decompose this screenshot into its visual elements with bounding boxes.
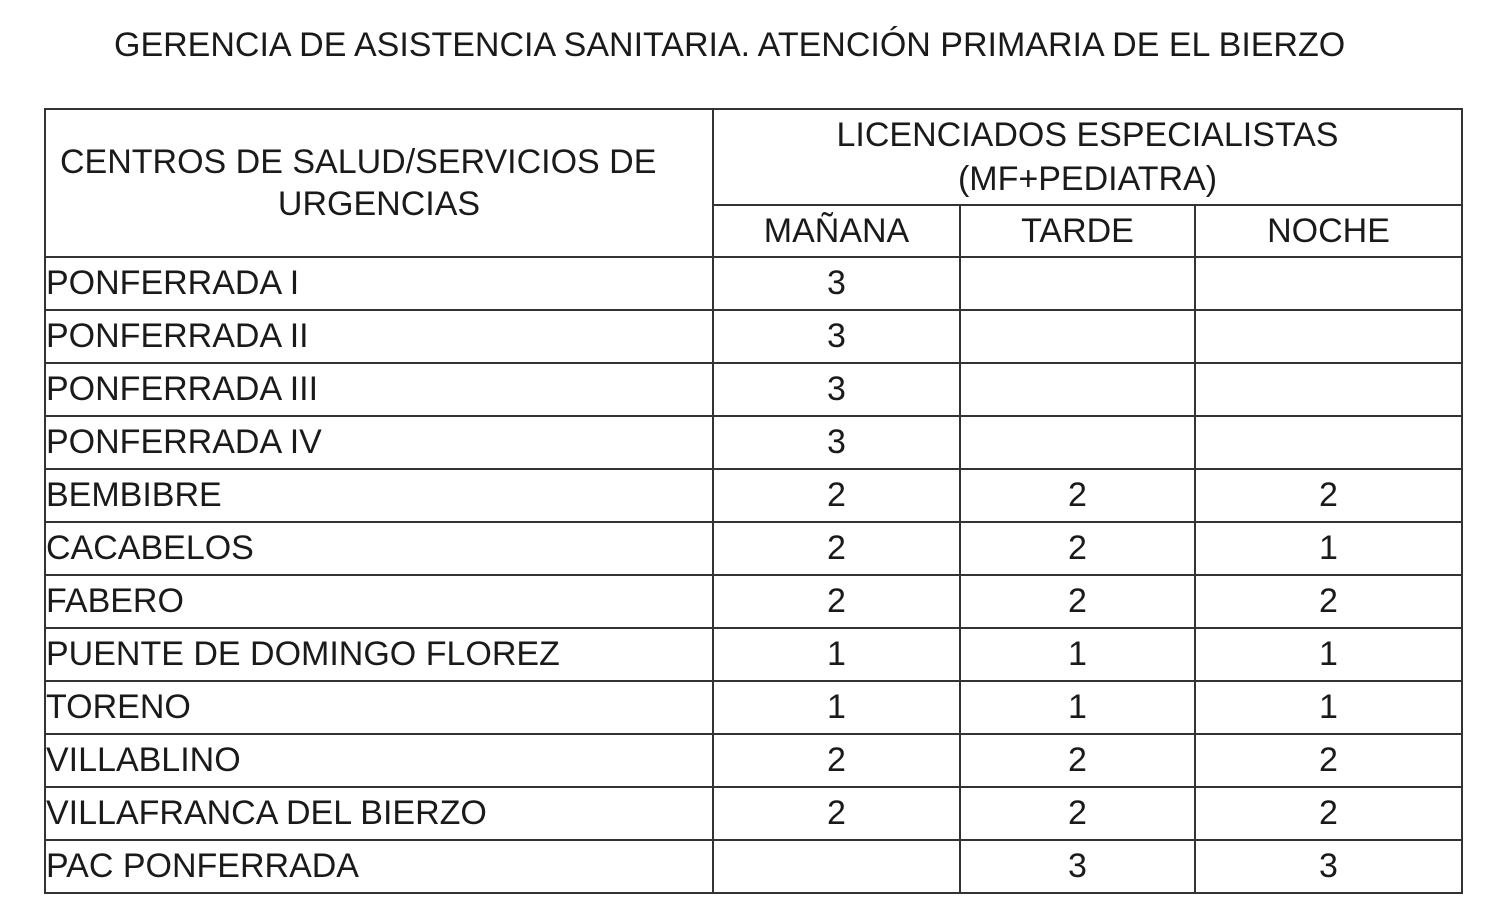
- tarde-value-cell: 1: [960, 628, 1195, 681]
- center-name-cell: VILLAFRANCA DEL BIERZO: [45, 787, 713, 840]
- manana-value-cell: 3: [713, 257, 960, 310]
- tarde-value-cell: [960, 310, 1195, 363]
- manana-value-cell: 3: [713, 416, 960, 469]
- table-row: [45, 575, 1462, 628]
- table-header-row-1: [45, 109, 1462, 205]
- center-name-cell: FABERO: [45, 575, 713, 628]
- center-name-cell: CACABELOS: [45, 522, 713, 575]
- noche-value-cell: 1: [1195, 628, 1462, 681]
- manana-value-cell: 2: [713, 522, 960, 575]
- table-row: [45, 734, 1462, 787]
- centers-header-line-1: CENTROS DE SALUD/SERVICIOS DE: [60, 143, 657, 181]
- noche-value-cell: 2: [1195, 787, 1462, 840]
- tarde-value-cell: [960, 416, 1195, 469]
- center-name-cell: PONFERRADA III: [45, 363, 713, 416]
- center-name-cell: TORENO: [45, 681, 713, 734]
- tarde-value-cell: 2: [960, 734, 1195, 787]
- tarde-value-cell: 3: [960, 840, 1195, 893]
- group-header-line-2: (MF+PEDIATRA): [957, 160, 1218, 198]
- center-name-cell: PUENTE DE DOMINGO FLOREZ: [45, 628, 713, 681]
- noche-value-cell: 2: [1195, 575, 1462, 628]
- tarde-value-cell: 2: [960, 787, 1195, 840]
- manana-value-cell: 1: [713, 681, 960, 734]
- noche-value-cell: 3: [1195, 840, 1462, 893]
- tarde-value-cell: 2: [960, 469, 1195, 522]
- manana-value-cell: 2: [713, 734, 960, 787]
- center-name-cell: VILLABLINO: [45, 734, 713, 787]
- table-row: [45, 681, 1462, 734]
- noche-value-cell: 2: [1195, 469, 1462, 522]
- table-row: [45, 416, 1462, 469]
- tarde-value-cell: [960, 363, 1195, 416]
- table-row: [45, 257, 1462, 310]
- tarde-value-cell: 2: [960, 522, 1195, 575]
- centers-header-line-2: URGENCIAS: [277, 185, 481, 223]
- center-name-cell: BEMBIBRE: [45, 469, 713, 522]
- center-name-cell: PAC PONFERRADA: [45, 840, 713, 893]
- manana-value-cell: 1: [713, 628, 960, 681]
- table-row: [45, 628, 1462, 681]
- noche-value-cell: 1: [1195, 522, 1462, 575]
- table-row: [45, 310, 1462, 363]
- centers-column-header: [45, 109, 713, 257]
- manana-value-cell: 2: [713, 469, 960, 522]
- tarde-value-cell: [960, 257, 1195, 310]
- tarde-value-cell: 1: [960, 681, 1195, 734]
- noche-value-cell: 1: [1195, 681, 1462, 734]
- manana-value-cell: 2: [713, 787, 960, 840]
- noche-value-cell: [1195, 310, 1462, 363]
- group-header-line-1: LICENCIADOS ESPECIALISTAS: [836, 116, 1339, 154]
- manana-value-cell: 3: [713, 310, 960, 363]
- table-body: [45, 257, 1462, 893]
- staffing-table: [44, 108, 1463, 894]
- center-name-cell: PONFERRADA IV: [45, 416, 713, 469]
- shift-header-manana: MAÑANA: [713, 205, 960, 257]
- noche-value-cell: 2: [1195, 734, 1462, 787]
- table-row: [45, 787, 1462, 840]
- manana-value-cell: 3: [713, 363, 960, 416]
- document-title: GERENCIA DE ASISTENCIA SANITARIA. ATENCIÓN PRIMARIA DE EL BIERZO: [114, 26, 1346, 64]
- shift-header-tarde: TARDE: [960, 205, 1195, 257]
- center-name-cell: PONFERRADA I: [45, 257, 713, 310]
- table-row: [45, 522, 1462, 575]
- table-row: [45, 363, 1462, 416]
- manana-value-cell: [713, 840, 960, 893]
- tarde-value-cell: 2: [960, 575, 1195, 628]
- table-row: [45, 840, 1462, 893]
- shift-header-noche: NOCHE: [1195, 205, 1462, 257]
- table-row: [45, 469, 1462, 522]
- noche-value-cell: [1195, 363, 1462, 416]
- specialists-group-header: [713, 109, 1462, 205]
- noche-value-cell: [1195, 257, 1462, 310]
- center-name-cell: PONFERRADA II: [45, 310, 713, 363]
- manana-value-cell: 2: [713, 575, 960, 628]
- noche-value-cell: [1195, 416, 1462, 469]
